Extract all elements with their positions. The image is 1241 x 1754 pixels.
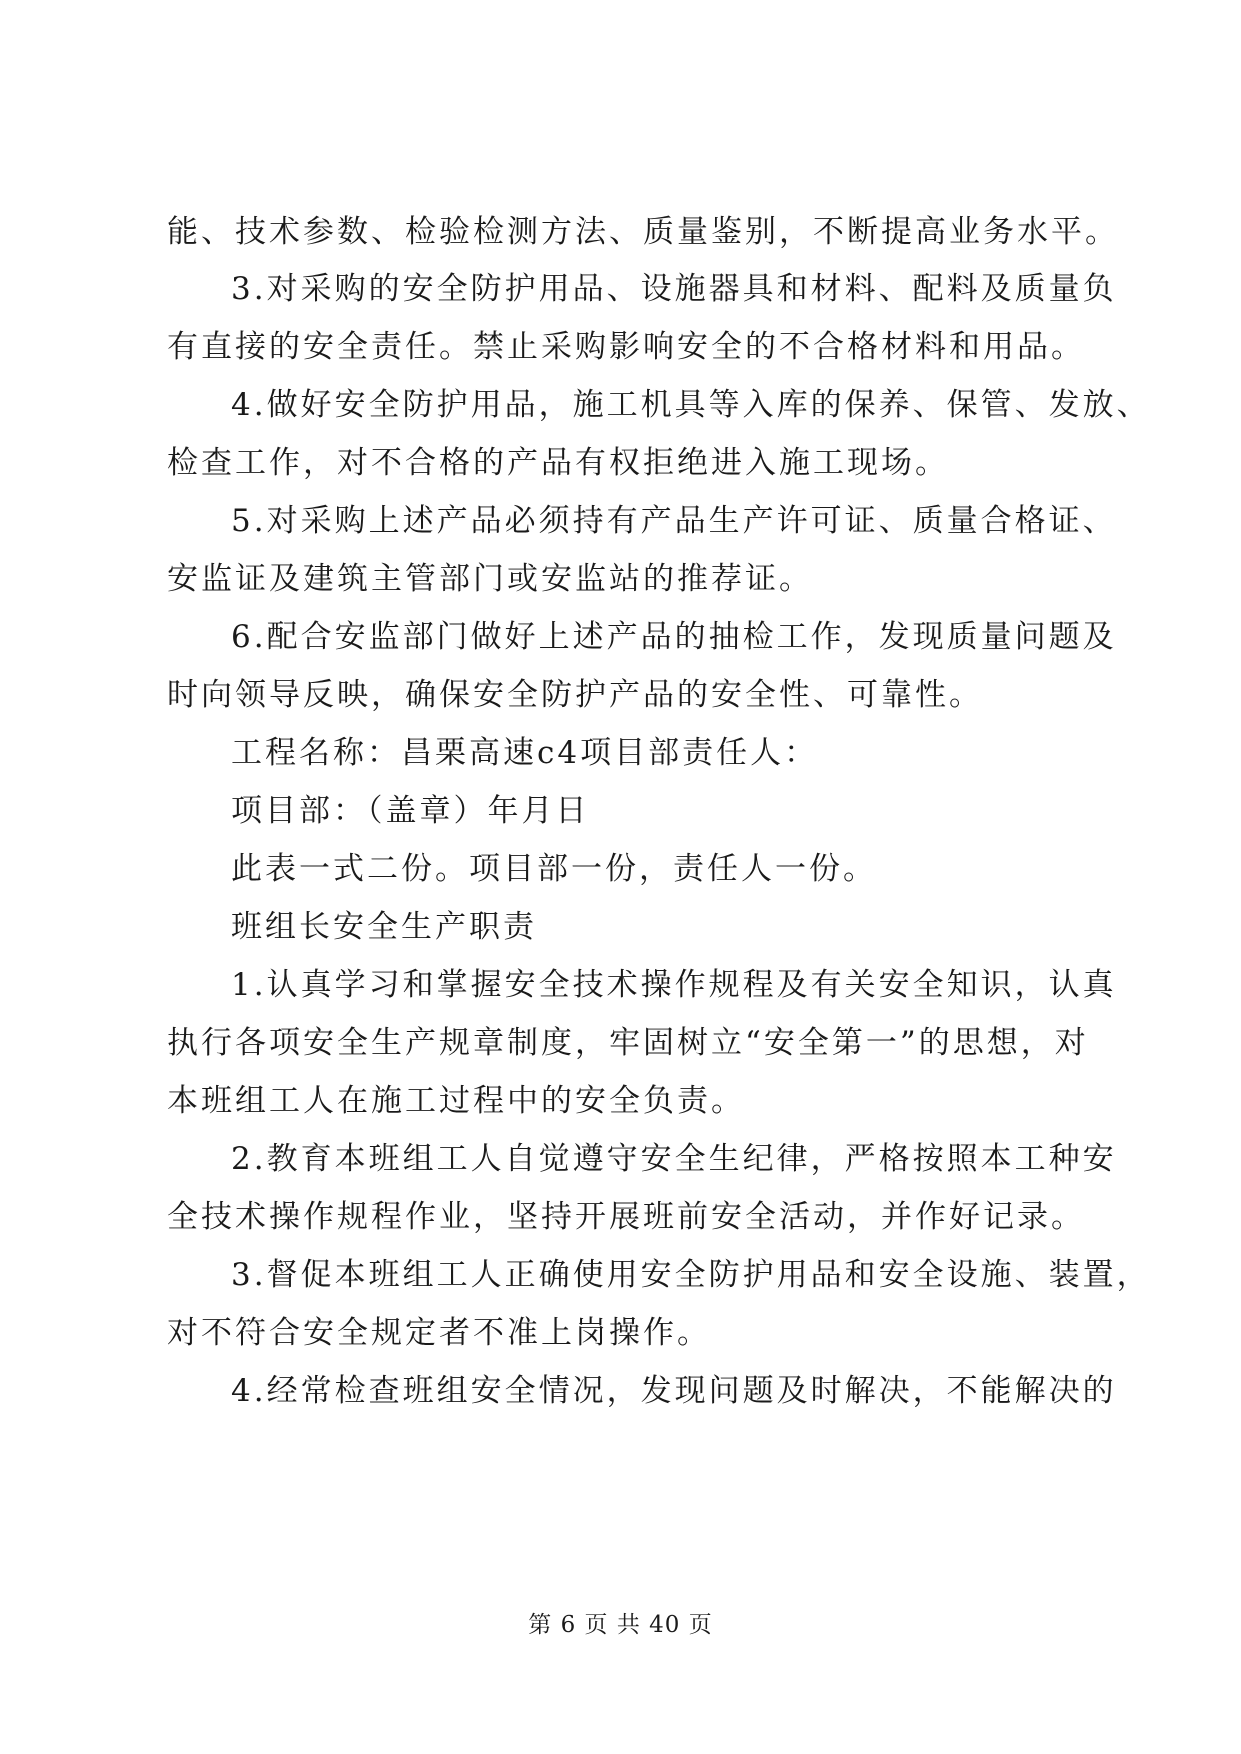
text-line: 有直接的安全责任。禁止采购影响安全的不合格材料和用品。: [167, 329, 1085, 365]
text-line: 3.督促本班组工人正确使用安全防护用品和安全设施、装置，: [231, 1257, 1151, 1293]
text-line: 4.做好安全防护用品，施工机具等入库的保养、保管、发放、: [231, 387, 1151, 423]
text-line: 本班组工人在施工过程中的安全负责。: [167, 1083, 745, 1119]
text-line: 执行各项安全生产规章制度，牢固树立“安全第一”的思想，对: [167, 1025, 1089, 1061]
text-line: 安监证及建筑主管部门或安监站的推荐证。: [167, 561, 813, 597]
text-line: 6.配合安监部门做好上述产品的抽检工作，发现质量问题及: [231, 619, 1117, 655]
text-line: 1.认真学习和掌握安全技术操作规程及有关安全知识，认真: [231, 967, 1117, 1003]
text-line: 对不符合安全规定者不准上岗操作。: [167, 1315, 711, 1351]
text-line: 工程名称：昌栗高速c4项目部责任人：: [231, 735, 819, 771]
text-line: 此表一式二份。项目部一份，责任人一份。: [231, 851, 877, 887]
text-line: 4.经常检查班组安全情况，发现问题及时解决，不能解决的: [231, 1373, 1117, 1409]
text-line: 2.教育本班组工人自觉遵守安全生纪律，严格按照本工种安: [231, 1141, 1117, 1177]
text-line: 全技术操作规程作业，坚持开展班前安全活动，并作好记录。: [167, 1199, 1085, 1235]
text-line: 时向领导反映，确保安全防护产品的安全性、可靠性。: [167, 677, 983, 713]
text-line: 5.对采购上述产品必须持有产品生产许可证、质量合格证、: [231, 503, 1117, 539]
text-line: 检查工作，对不合格的产品有权拒绝进入施工现场。: [167, 445, 949, 481]
text-line: 项目部：（盖章）年月日: [231, 793, 590, 829]
page-footer: 第 6 页 共 40 页: [528, 1612, 713, 1638]
text-line: 能、技术参数、检验检测方法、质量鉴别，不断提高业务水平。: [167, 214, 1119, 250]
text-line: 3.对采购的安全防护用品、设施器具和材料、配料及质量负: [231, 271, 1117, 307]
section-heading: 班组长安全生产职责: [231, 909, 537, 945]
